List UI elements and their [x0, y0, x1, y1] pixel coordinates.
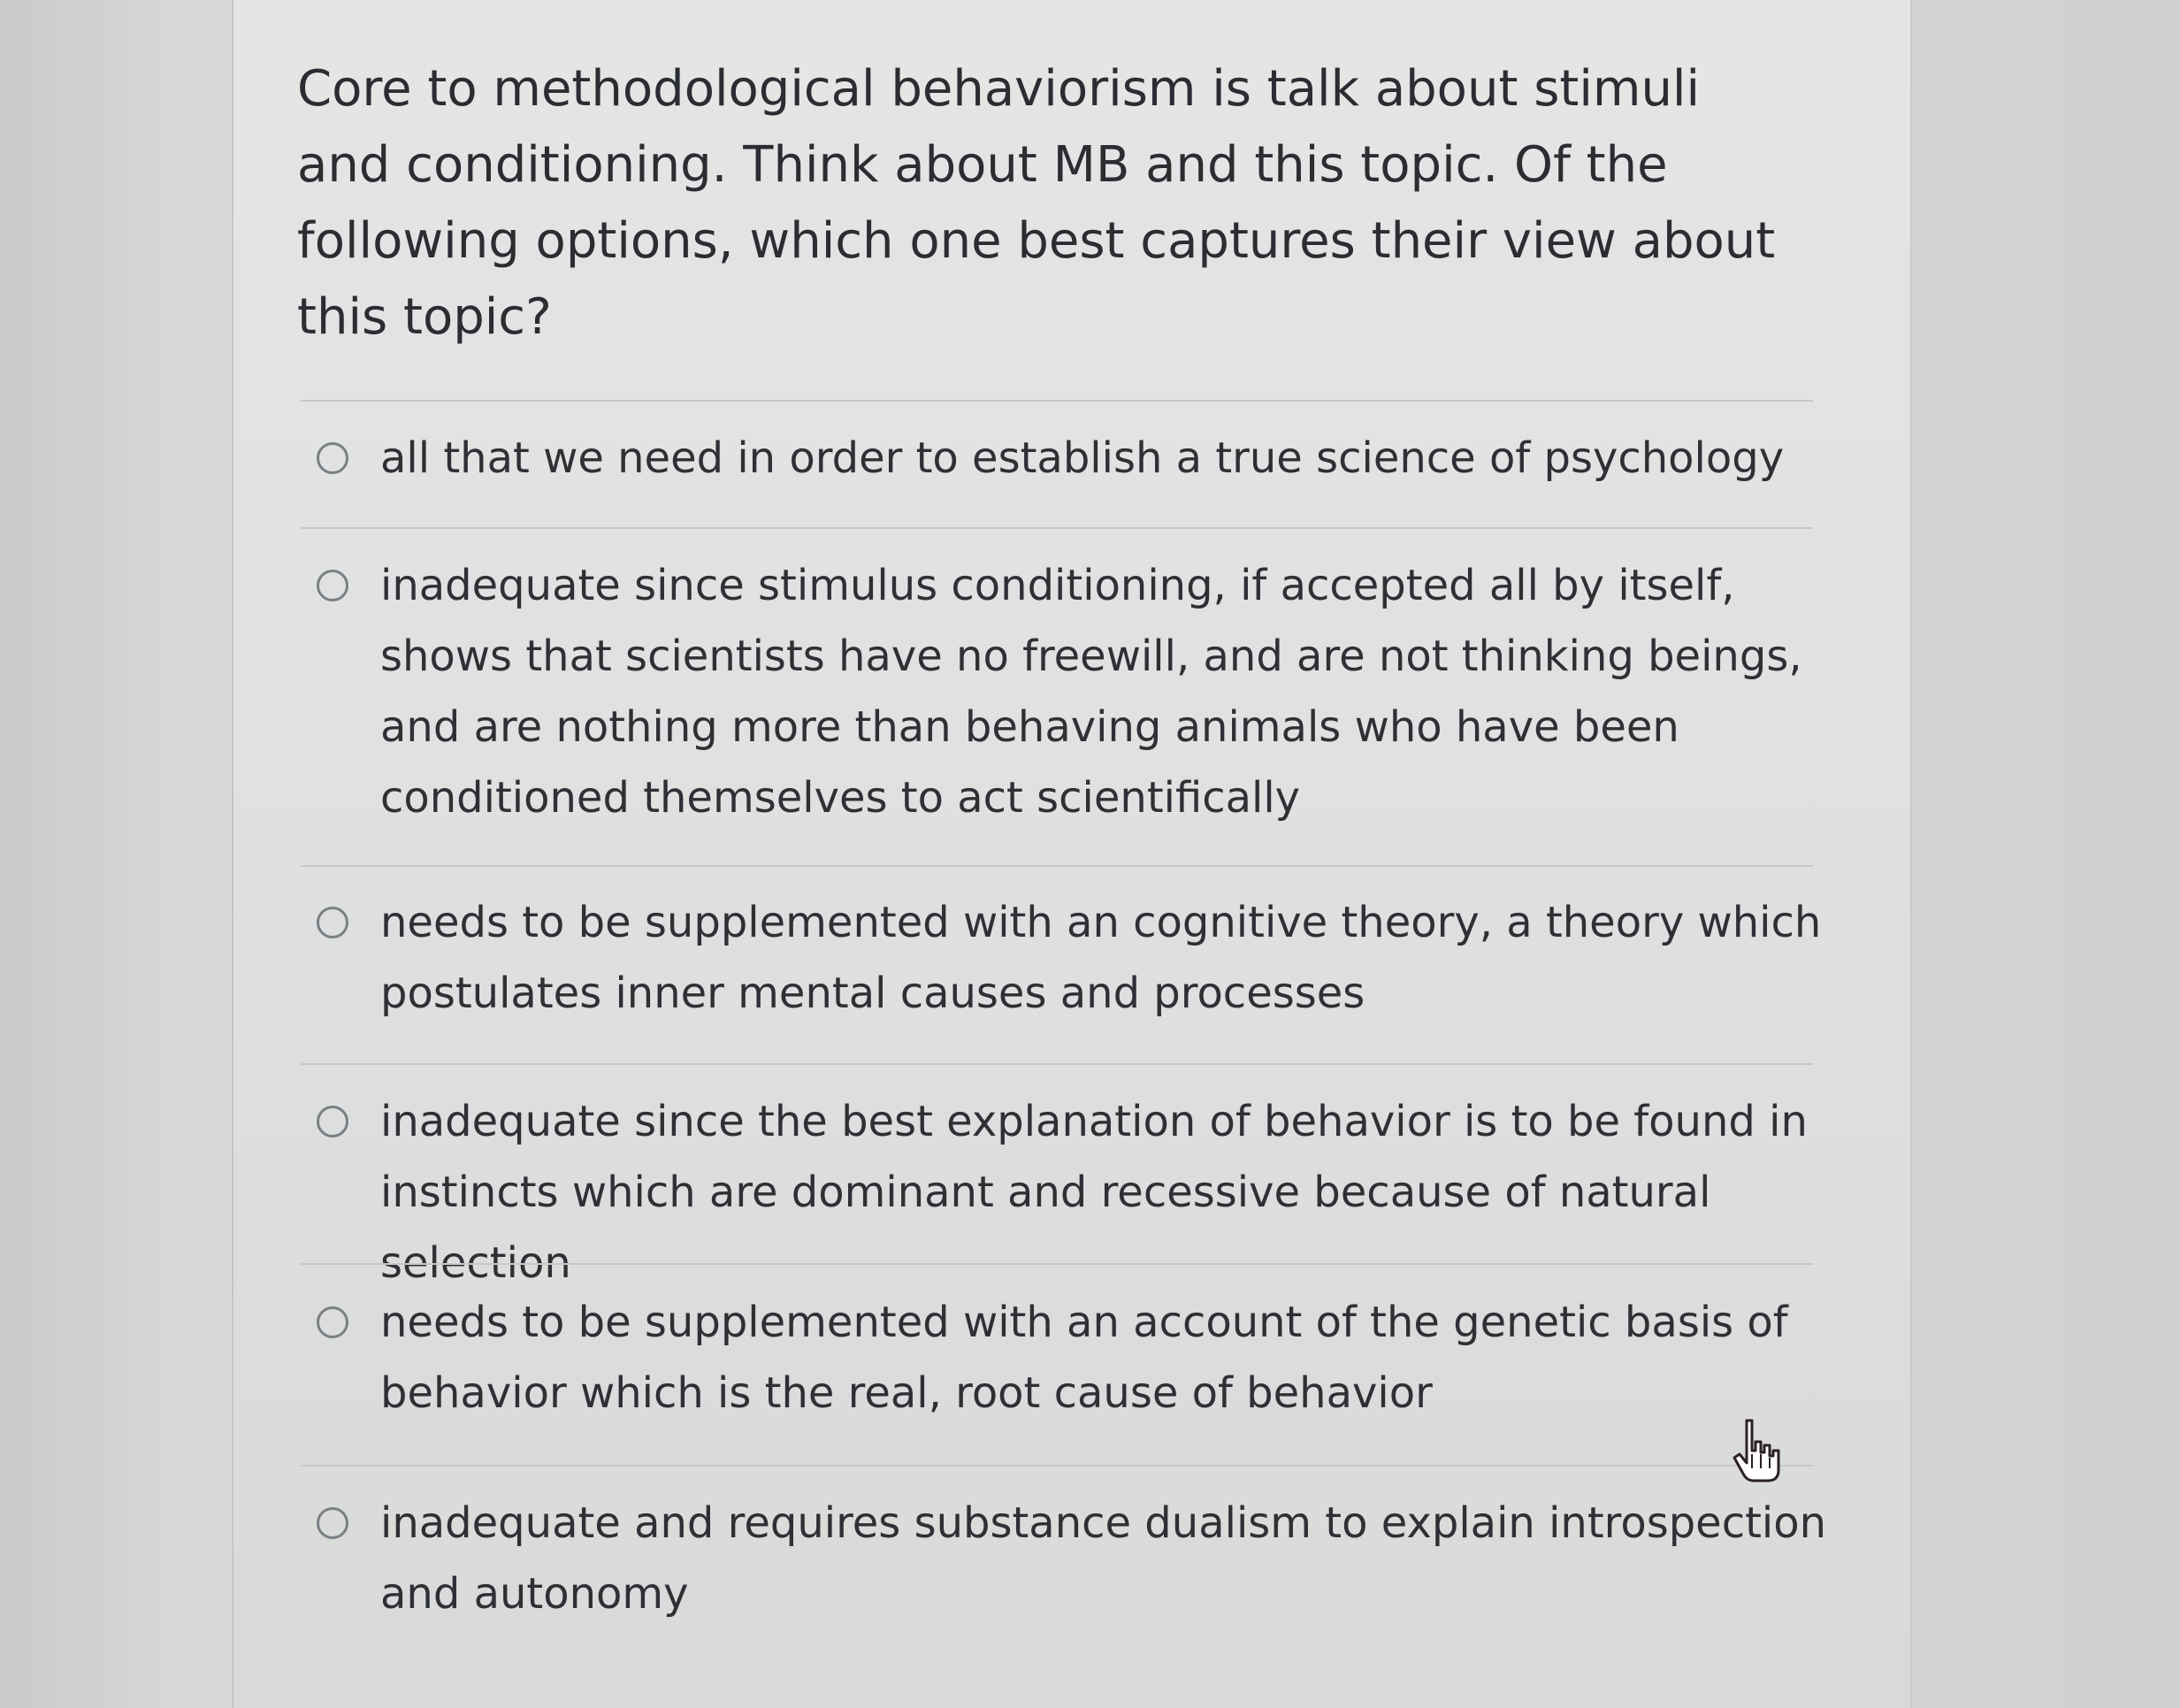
option-divider: [301, 1465, 1813, 1467]
radio-button-icon[interactable]: [317, 1507, 348, 1539]
option-1[interactable]: [310, 423, 1831, 494]
radio-button-icon[interactable]: [317, 907, 348, 938]
option-4[interactable]: [310, 1086, 1831, 1288]
option-divider: [301, 400, 1813, 402]
option-5-label[interactable]: needs to be supplemented with an account of the genetic basis of behavior which is the real, root cause of behavior: [380, 1298, 1788, 1418]
option-divider: [301, 527, 1813, 529]
option-1-label[interactable]: all that we need in order to establish a true science of psychology: [380, 433, 1785, 483]
option-5[interactable]: [310, 1287, 1831, 1428]
option-2[interactable]: [310, 550, 1831, 833]
option-divider: [301, 1263, 1813, 1265]
option-divider: [301, 1063, 1813, 1065]
option-6[interactable]: [310, 1488, 1831, 1629]
radio-button-icon[interactable]: [317, 1106, 348, 1137]
radio-button-icon[interactable]: [317, 570, 348, 601]
radio-button-icon[interactable]: [317, 442, 348, 474]
hand-pointer-icon: [1729, 1415, 1782, 1486]
option-divider: [301, 865, 1813, 867]
question-text: Core to methodological behaviorism is talk about stimuli and conditioning. Think about MB and this topic. Of the following options, which one best captures their view about this topic?: [297, 60, 1776, 346]
option-6-label[interactable]: inadequate and requires substance dualism to explain introspection and autonomy: [380, 1498, 1827, 1619]
option-3[interactable]: [310, 887, 1831, 1029]
option-3-label[interactable]: needs to be supplemented with an cognitive theory, a theory which postulates inner mental causes and processes: [380, 898, 1822, 1018]
option-4-label[interactable]: inadequate since the best explanation of behavior is to be found in instincts which are dominant and recessive because of natural selection: [380, 1097, 1808, 1288]
option-2-label[interactable]: inadequate since stimulus conditioning, if accepted all by itself, shows that scientists have no freewill, and are not thinking beings, and are nothing more than behaving animals who have been conditioned themselves to act scientifically: [380, 561, 1802, 823]
radio-button-icon[interactable]: [317, 1306, 348, 1338]
